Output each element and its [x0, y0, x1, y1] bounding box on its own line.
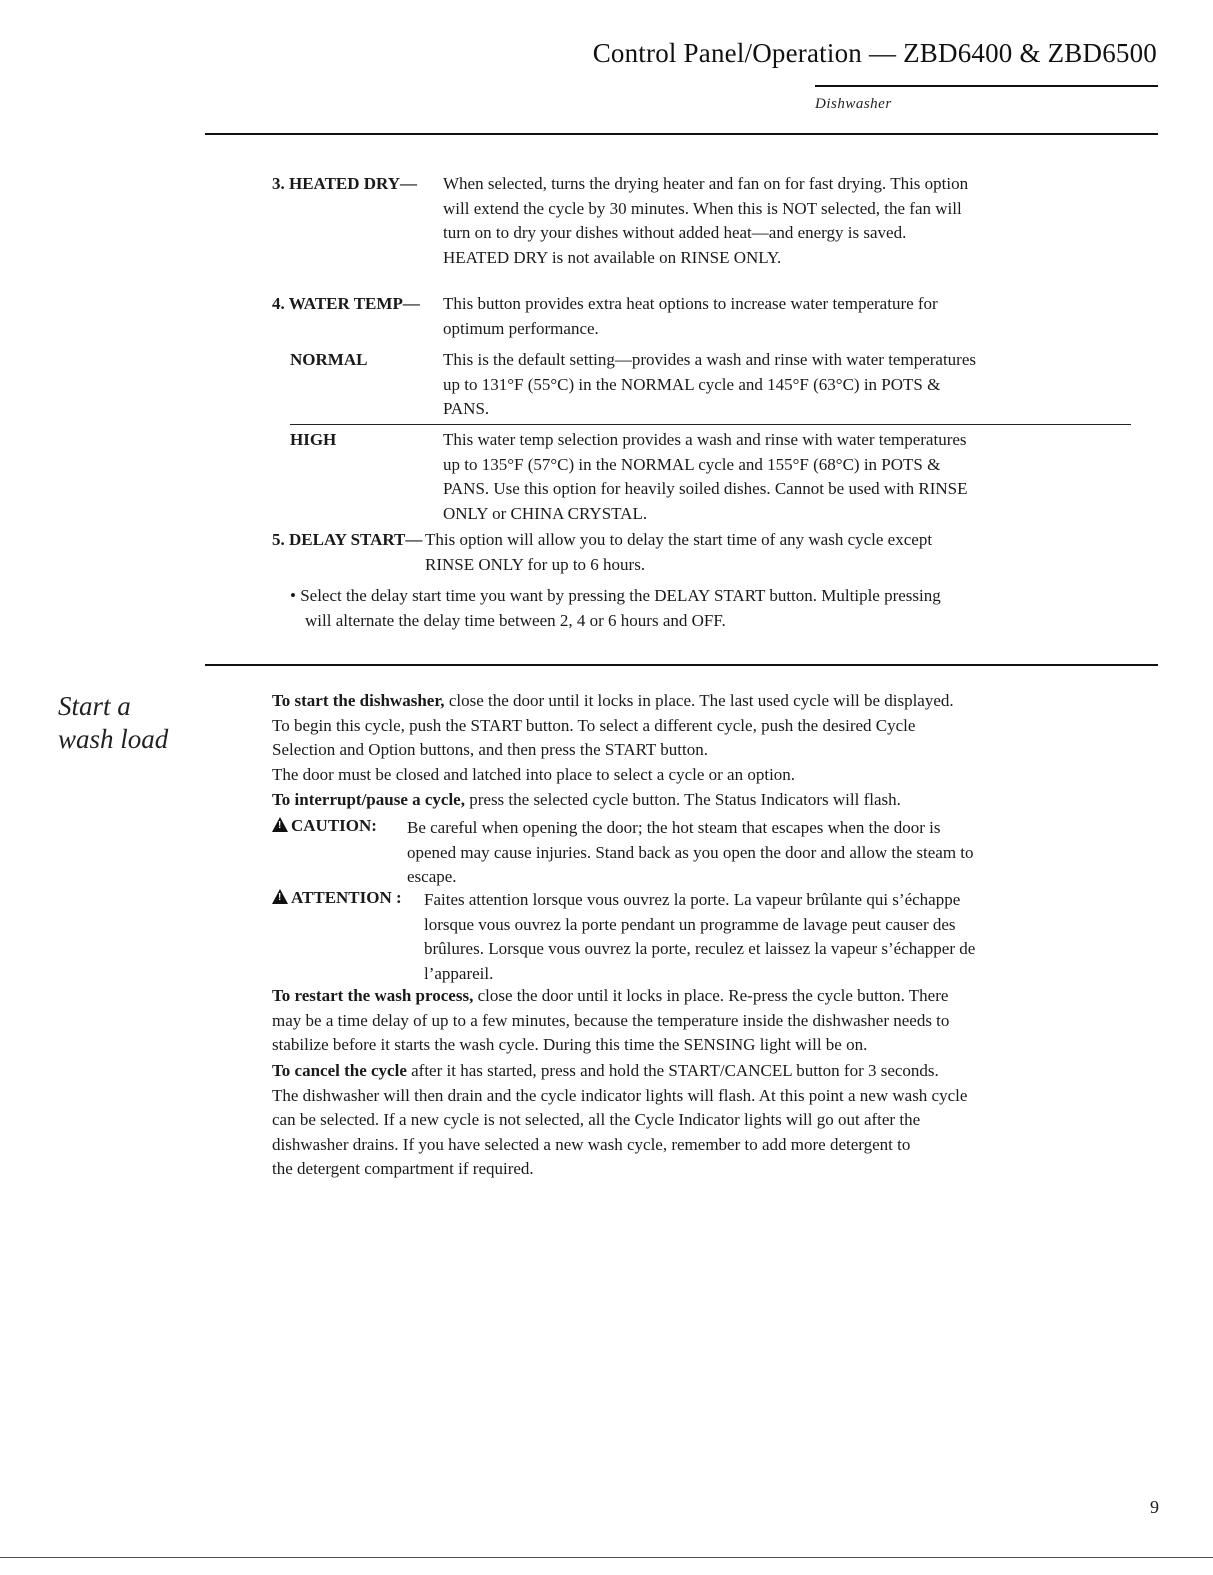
caution-block	[272, 816, 1132, 891]
setting-label: NORMAL	[290, 350, 368, 369]
text-line: stabilize before it starts the wash cycle. During this time the SENSING light will be on.	[272, 1035, 868, 1054]
option-heated-dry	[272, 172, 1142, 272]
option-label: 4. WATER TEMP—	[272, 294, 420, 313]
warning-triangle-icon	[272, 889, 288, 904]
text-line: will alternate the delay time between 2, 4 or 6 hours and OFF.	[305, 610, 726, 630]
section-side-heading	[58, 690, 168, 756]
text-line: will extend the cycle by 30 minutes. When this is NOT selected, the fan will	[443, 198, 962, 218]
text-line: l’appareil.	[424, 963, 494, 983]
text-line: To begin this cycle, push the START button. To select a different cycle, push the desired Cycle	[272, 715, 916, 735]
interrupt-paragraph	[272, 788, 1132, 813]
option-delay-start	[272, 528, 1142, 578]
text-line: escape.	[407, 867, 457, 886]
text-line: the detergent compartment if required.	[272, 1159, 534, 1178]
cancel-paragraph	[272, 1059, 1132, 1182]
option-label: 5. DELAY START—	[272, 530, 423, 549]
side-heading-line: wash load	[58, 724, 169, 754]
text-line: PANS. Use this option for heavily soiled dishes. Cannot be used with RINSE	[443, 479, 968, 498]
text-line: This option will allow you to delay the start time of any wash cycle except	[425, 530, 933, 549]
option-label: 3. HEATED DRY—	[272, 174, 418, 193]
bottom-border	[0, 1557, 1213, 1558]
text-line: up to 131°F (55°C) in the NORMAL cycle and 145°F (63°C) in POTS &	[443, 374, 941, 394]
caution-label: CAUTION:	[291, 816, 377, 835]
delay-start-bullet	[290, 584, 1150, 633]
side-heading-line: Start a	[58, 691, 131, 721]
attention-block	[272, 888, 1132, 988]
text-line: after it has started, press and hold the START/CANCEL button for 3 seconds.	[406, 1061, 939, 1080]
text-line: PANS.	[443, 399, 490, 418]
warning-triangle-icon	[272, 817, 288, 832]
text-line: press the selected cycle button. The Status Indicators will flash.	[464, 790, 901, 809]
option-water-temp	[272, 292, 1142, 342]
text-line: close the door until it locks in place. The last used cycle will be displayed.	[444, 691, 954, 710]
text-line: close the door until it locks in place. Re-press the cycle button. There	[473, 986, 949, 1005]
text-line: Selection and Option buttons, and then press the START button.	[272, 740, 708, 759]
text-line: HEATED DRY is not available on RINSE ONLY.	[443, 247, 782, 267]
water-temp-high	[290, 428, 1140, 528]
text-line: dishwasher drains. If you have selected a new wash cycle, remember to add more detergent to	[272, 1134, 911, 1154]
section-divider-top	[205, 133, 1158, 135]
water-temp-normal	[290, 348, 1140, 423]
lead-bold: To restart the wash process,	[272, 986, 474, 1005]
table-divider	[290, 424, 1131, 425]
section-divider-middle	[205, 664, 1158, 666]
page-number: 9	[1150, 1497, 1159, 1517]
text-line: can be selected. If a new cycle is not selected, all the Cycle Indicator lights will go out after the	[272, 1110, 921, 1129]
lead-bold: To cancel the cycle	[272, 1061, 407, 1080]
door-note: The door must be closed and latched into place to select a cycle or an option.	[272, 765, 796, 784]
text-line: Be careful when opening the door; the hot steam that escapes when the door is	[407, 818, 941, 837]
text-line: opened may cause injuries. Stand back as you open the door and allow the steam to	[407, 842, 974, 862]
header-rule	[815, 85, 1158, 87]
start-paragraph	[272, 689, 1132, 763]
page-subtitle: Dishwasher	[815, 96, 892, 112]
attention-label: ATTENTION :	[291, 888, 402, 907]
text-line: may be a time delay of up to a few minutes, because the temperature inside the dishwasher needs to	[272, 1010, 950, 1030]
text-line: • Select the delay start time you want by pressing the DELAY START button. Multiple pressing	[290, 586, 941, 605]
text-line: ONLY or CHINA CRYSTAL.	[443, 503, 648, 523]
text-line: brûlures. Lorsque vous ouvrez la porte, reculez et laissez la vapeur s’échapper de	[424, 939, 976, 958]
text-line: lorsque vous ouvrez la porte pendant un programme de lavage peut causer des	[424, 914, 956, 934]
text-line: Faites attention lorsque vous ouvrez la porte. La vapeur brûlante qui s’échappe	[424, 890, 961, 909]
text-line: The dishwasher will then drain and the cycle indicator lights will flash. At this point a new wash cycle	[272, 1085, 968, 1105]
text-line: RINSE ONLY for up to 6 hours.	[425, 554, 646, 574]
page-title: Control Panel/Operation — ZBD6400 & ZBD6500	[592, 38, 1157, 68]
text-line: This button provides extra heat options to increase water temperature for	[443, 294, 938, 313]
text-line: This is the default setting—provides a wash and rinse with water temperatures	[443, 350, 976, 369]
setting-label: HIGH	[290, 430, 337, 449]
text-line: turn on to dry your dishes without added heat—and energy is saved.	[443, 223, 907, 242]
restart-paragraph	[272, 984, 1132, 1058]
lead-bold: To start the dishwasher,	[272, 691, 445, 710]
text-line: up to 135°F (57°C) in the NORMAL cycle and 155°F (68°C) in POTS &	[443, 454, 941, 474]
text-line: This water temp selection provides a wash and rinse with water temperatures	[443, 430, 967, 449]
text-line: optimum performance.	[443, 318, 599, 338]
lead-bold: To interrupt/pause a cycle,	[272, 790, 465, 809]
text-line: When selected, turns the drying heater and fan on for fast drying. This option	[443, 174, 969, 193]
